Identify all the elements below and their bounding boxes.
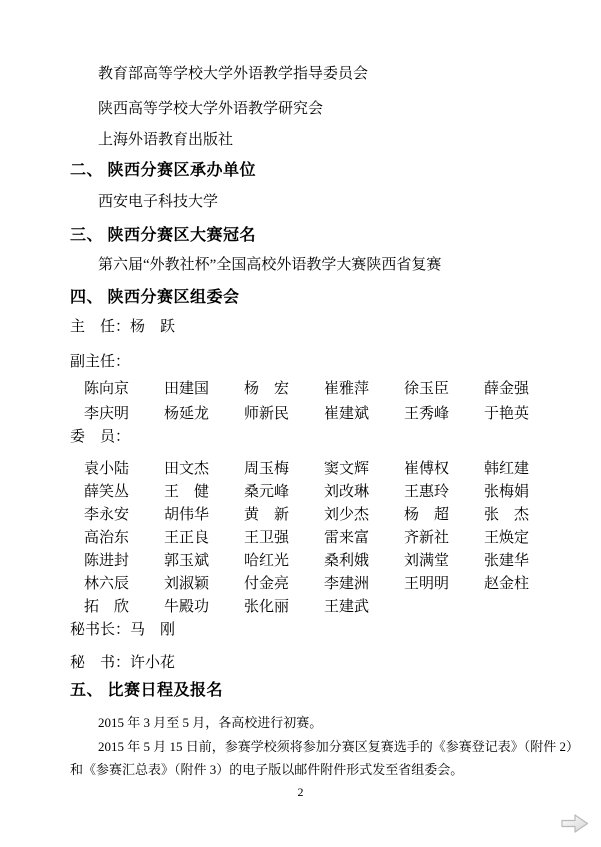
secretary-general-line: 秘书长：马 刚 (70, 622, 176, 638)
member-name: 王 健 (164, 484, 210, 500)
vice-chair-name: 徐玉臣 (404, 381, 450, 397)
vice-chair-name: 于艳英 (484, 406, 530, 422)
vice-chair-name: 田建国 (164, 381, 210, 397)
member-name: 崔傅权 (404, 461, 450, 477)
member-name: 窦文辉 (324, 461, 370, 477)
member-label: 委 员： (70, 429, 131, 445)
member-name: 雷来富 (324, 530, 370, 546)
member-name: 拓 欣 (84, 599, 130, 615)
member-name: 李建洲 (324, 576, 370, 592)
member-name: 刘少杰 (324, 507, 370, 523)
member-name: 齐新社 (404, 530, 450, 546)
vice-chair-name: 李庆明 (84, 406, 130, 422)
member-name: 张梅娟 (484, 484, 530, 500)
section-heading-organizer: 二、 陕西分赛区承办单位 (70, 162, 257, 179)
member-name: 牛殿功 (164, 599, 210, 615)
vice-chair-name: 陈向京 (84, 381, 130, 397)
member-name: 付金亮 (244, 576, 290, 592)
organizer-name: 西安电子科技大学 (98, 194, 219, 210)
vice-chair-name: 杨延龙 (164, 406, 210, 422)
member-name: 黄 新 (244, 507, 290, 523)
page-number: 2 (297, 785, 304, 799)
vice-chair-name: 王秀峰 (404, 406, 450, 422)
member-name: 王焕定 (484, 530, 530, 546)
member-name: 郭玉斌 (164, 553, 210, 569)
member-name: 杨 超 (404, 507, 450, 523)
member-name: 王惠玲 (404, 484, 450, 500)
member-name: 林六辰 (84, 576, 130, 592)
schedule-paragraph-1: 2015 年 3 月至 5 月，各高校进行初赛。 (98, 715, 323, 730)
host-organization-line-3: 上海外语教育出版社 (98, 132, 234, 148)
vice-chair-label: 副主任： (70, 354, 131, 370)
member-name: 陈进封 (84, 553, 130, 569)
vice-chair-name: 崔雅萍 (324, 381, 370, 397)
member-name-grid (84, 461, 564, 622)
section-heading-title: 三、 陕西分赛区大赛冠名 (70, 227, 257, 244)
member-name: 桑元峰 (244, 484, 290, 500)
vice-chair-name: 崔建斌 (324, 406, 370, 422)
member-name: 袁小陆 (84, 461, 130, 477)
member-name: 周玉梅 (244, 461, 290, 477)
member-name: 田文杰 (164, 461, 210, 477)
member-name: 桑利娥 (324, 553, 370, 569)
section-heading-committee: 四、 陕西分赛区组委会 (70, 289, 240, 306)
vice-chair-name-grid (84, 381, 564, 431)
chair-line: 主 任：杨 跃 (70, 319, 176, 335)
next-page-arrow-glyph (561, 812, 589, 835)
member-name: 赵金柱 (484, 576, 530, 592)
member-name: 王明明 (404, 576, 450, 592)
vice-chair-name: 薛金强 (484, 381, 530, 397)
member-name: 刘改琳 (324, 484, 370, 500)
member-name: 哈红光 (244, 553, 290, 569)
member-name: 韩红建 (484, 461, 530, 477)
secretary-line: 秘 书：许小花 (70, 655, 176, 671)
member-name: 李永安 (84, 507, 130, 523)
member-name: 王卫强 (244, 530, 290, 546)
section-heading-schedule: 五、 比赛日程及报名 (70, 682, 224, 699)
member-name: 刘淑颖 (164, 576, 210, 592)
member-name: 胡伟华 (164, 507, 210, 523)
vice-chair-name: 师新民 (244, 406, 290, 422)
host-organization-line-1: 教育部高等学校大学外语教学指导委员会 (98, 66, 369, 82)
member-name: 张化丽 (244, 599, 290, 615)
member-name: 张建华 (484, 553, 530, 569)
vice-chair-name: 杨 宏 (244, 381, 290, 397)
member-name: 刘满堂 (404, 553, 450, 569)
competition-title: 第六届“外教社杯”全国高校外语教学大赛陕西省复赛 (98, 257, 442, 273)
next-page-arrow-icon[interactable] (561, 812, 589, 835)
member-name: 王建武 (324, 599, 370, 615)
schedule-paragraph-2-line-1: 2015 年 5 月 15 日前，参赛学校须将参加分赛区复赛选手的《参赛登记表》（附件 2） (98, 739, 580, 754)
member-name: 高治东 (84, 530, 130, 546)
member-name: 薛笑丛 (84, 484, 130, 500)
member-name: 张 杰 (484, 507, 530, 523)
member-name: 王正良 (164, 530, 210, 546)
schedule-paragraph-2-line-2: 和《参赛汇总表》（附件 3）的电子版以邮件附件形式发至省组委会。 (70, 762, 464, 777)
host-organization-line-2: 陕西高等学校大学外语教学研究会 (98, 101, 324, 117)
